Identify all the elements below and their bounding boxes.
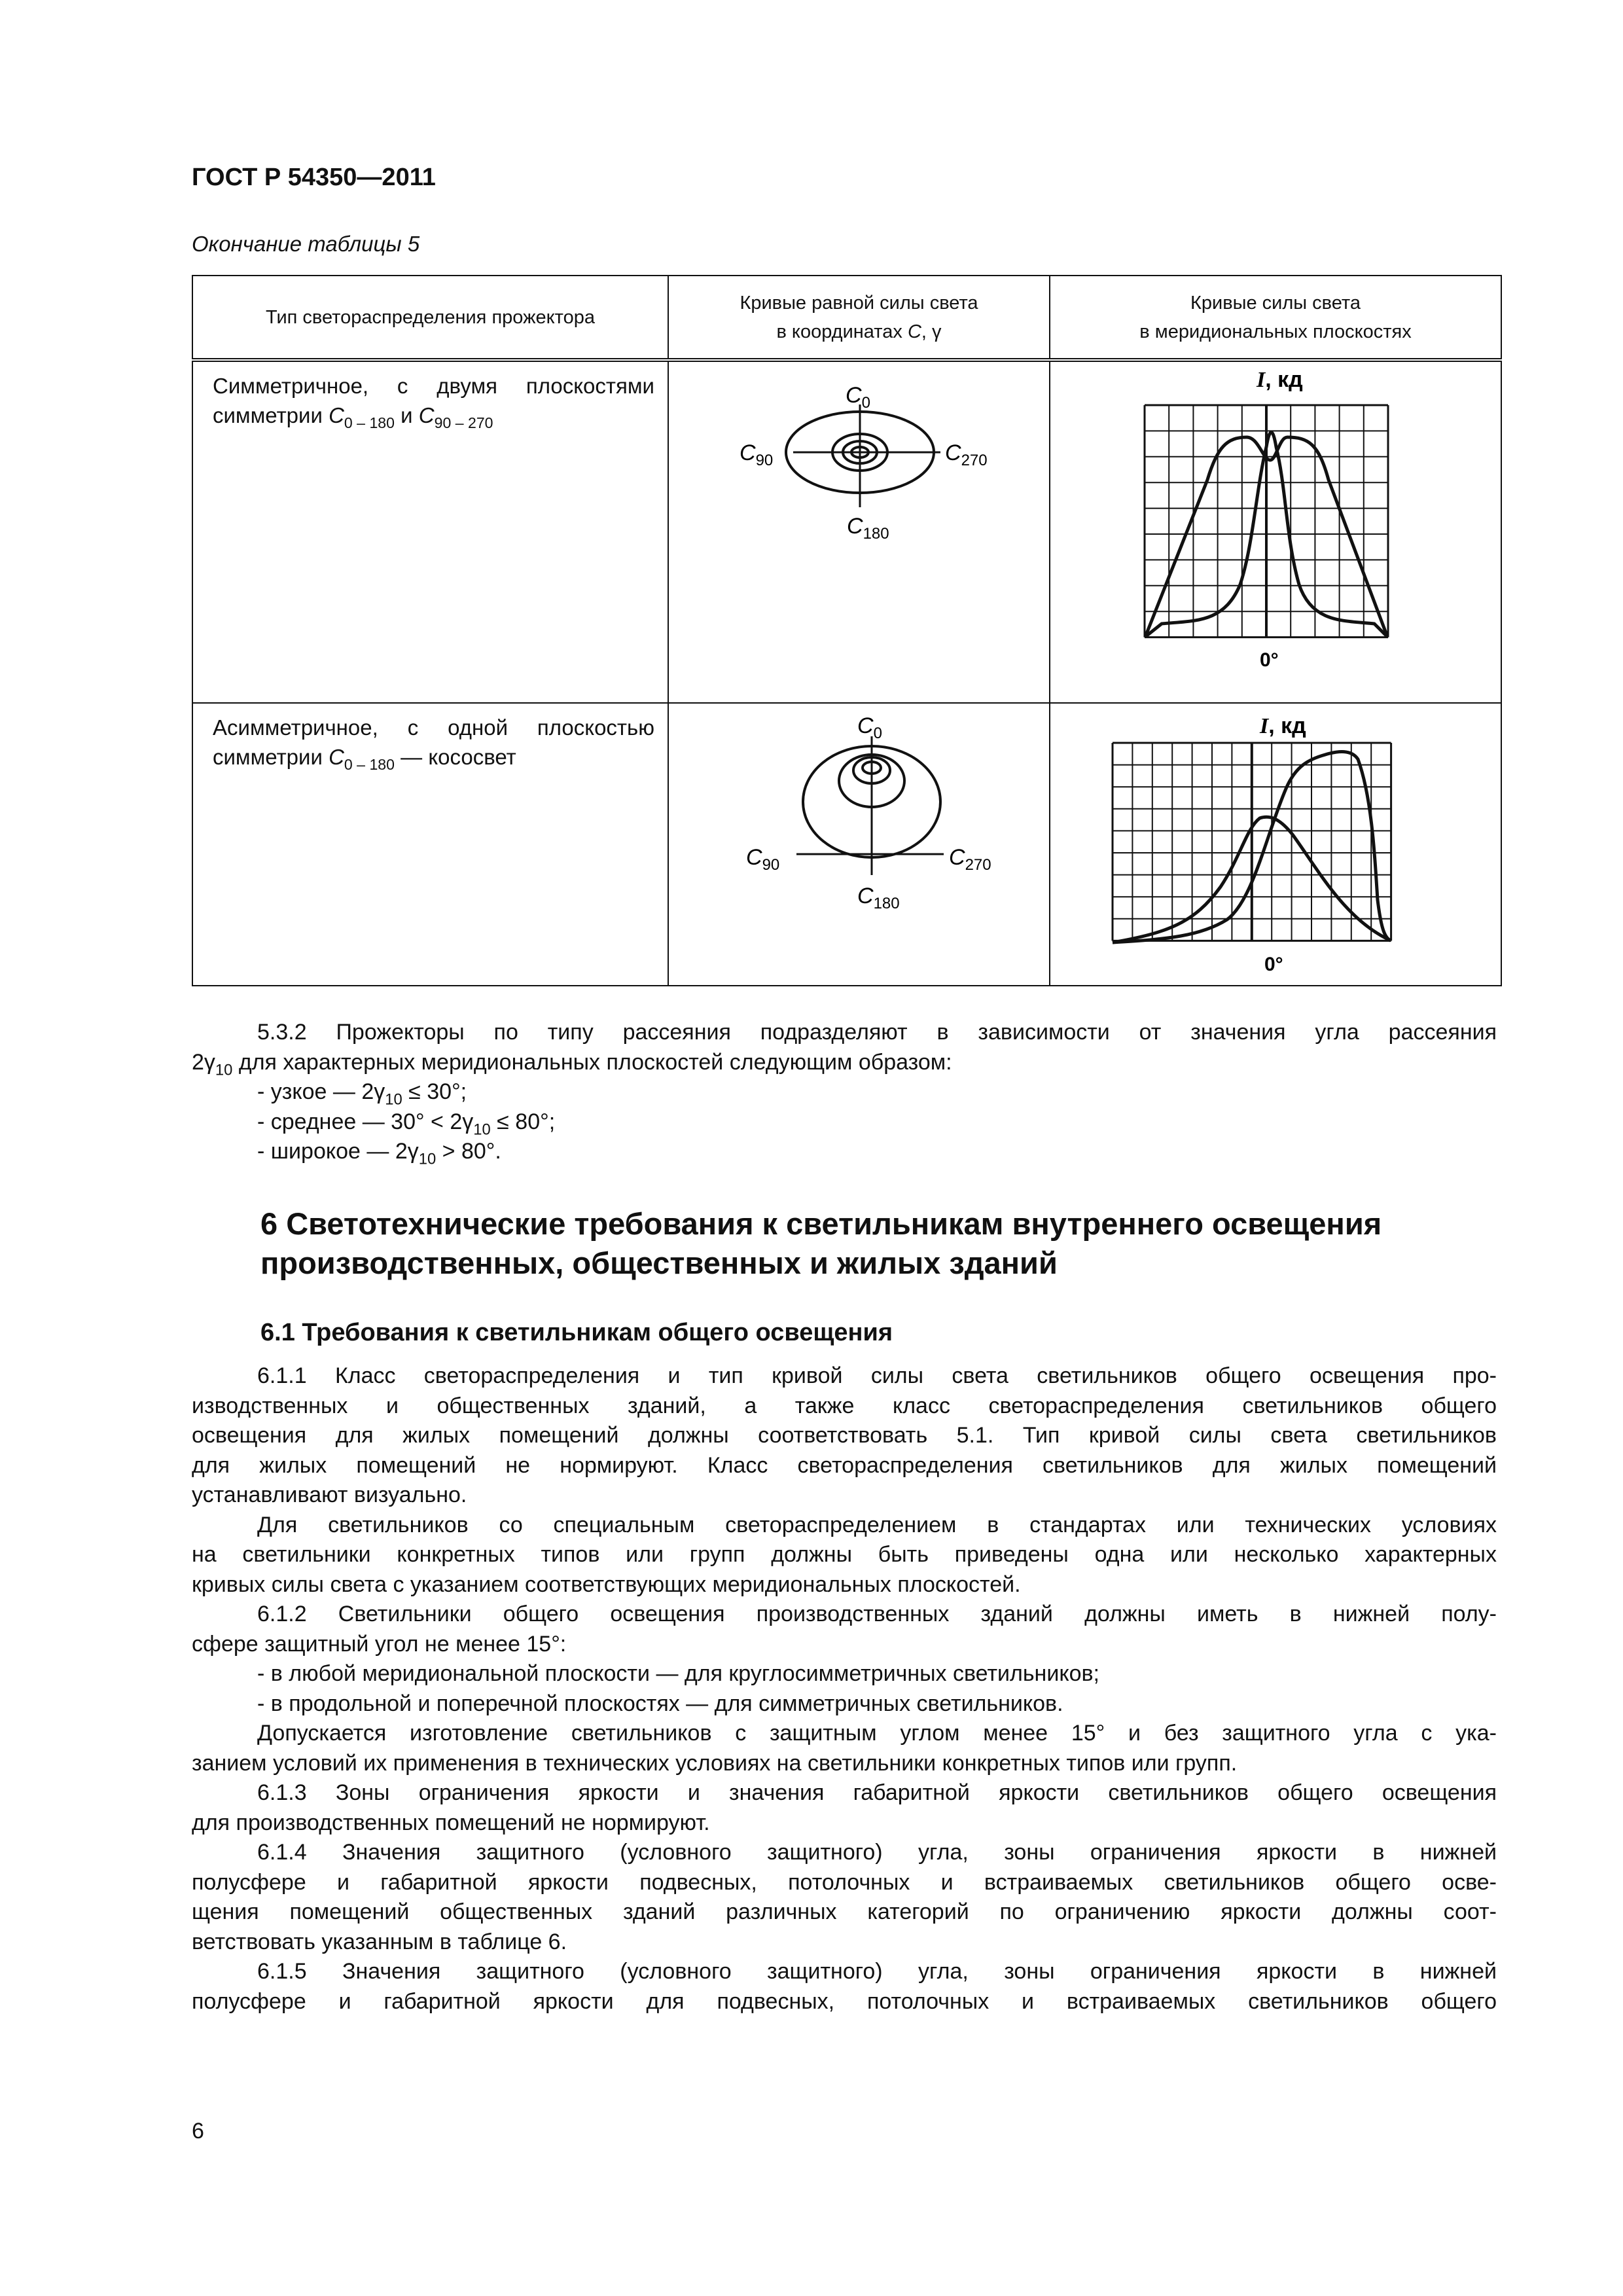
- intensity-curve-asymmetric: [1050, 704, 1502, 985]
- iso2-label-c180: $C_{180}$: [857, 884, 900, 912]
- row1-curve-cell: [1050, 360, 1501, 703]
- paragraph-6-1-5: [192, 1957, 1497, 2017]
- scatter-narrow: - узкое — $2\gamma_{10} \le 30^\circ$;: [257, 1079, 467, 1109]
- text-line: 6.1.1 Класс светораспределения и тип кривой силы света светильников общего освещения про-: [257, 1363, 1497, 1388]
- text-line: 6.1.3 Зоны ограничения яркости и значения габаритной яркости светильников общего освещения: [257, 1780, 1497, 1805]
- row2-type-cell: Асимметричное, с одной плоскостью симметрии $C_{0 - 180}$ — кососвет: [192, 703, 668, 986]
- text-line: щения помещений общественных зданий различных категорий по ограничению яркости должны соот-: [192, 1899, 1497, 1924]
- header-cell-curves: Кривые силы света в меридиональных плоскостях: [1050, 276, 1501, 360]
- text-line: на светильники конкретных типов или групп должны быть приведены одна или несколько характерных: [192, 1542, 1497, 1567]
- paragraph-5-3-2: 5.3.2 Прожекторы по типу рассеяния подразделяют в зависимости от значения угла рассеяния $2\gamma_{10}$ для характерных меридиональных плоскостей следующим образом: - узкое — $2\gamma_{10} \le 30^\circ$; - среднее — $30^\circ < 2\gamma_{10} \le 80^\circ$; - широкое — $2\gamma_{10} > 80^\circ$.: [192, 1020, 1497, 1168]
- iso1-label-c180: $C_{180}$: [847, 514, 889, 543]
- iso2-label-c0: $C_0$: [857, 713, 882, 742]
- text-line: Допускается изготовление светильников с защитным углом менее 15° и без защитного угла с ука-: [257, 1721, 1497, 1746]
- text-line: ветствовать указанным в таблице 6.: [192, 1929, 567, 1954]
- text-line: 6.1.5 Значения защитного (условного защитного) угла, зоны ограничения яркости в нижней: [257, 1959, 1497, 1984]
- text-line: 6.1.2 Светильники общего освещения производственных зданий должны иметь в нижней полу-: [257, 1602, 1497, 1626]
- subsection-6-1-heading: 6.1 Требования к светильникам общего освещения: [260, 1319, 893, 1346]
- section-6-heading: 6 Светотехнические требования к светильникам внутреннего освещения производственных, общественных и жилых зданий: [260, 1206, 1382, 1280]
- text-line: сфере защитный угол не менее 15°:: [192, 1631, 567, 1657]
- paragraph-6-1-3: [192, 1778, 1497, 1838]
- iso1-label-c270: $C_{270}$: [945, 440, 988, 469]
- isolux-diagram-asymmetric: [669, 704, 1050, 985]
- paragraph-6-1-1-b: [192, 1511, 1497, 1600]
- row1-type-cell: Симметричное, с двумя плоскостями симметрии $C_{0 - 180}$ и $C_{90 - 270}$: [192, 360, 668, 703]
- paragraph-6-1-2-items: [192, 1659, 1497, 1719]
- text-line: полусфере и габаритной яркости для подвесных, потолочных и встраиваемых светильников общего: [192, 1988, 1497, 2014]
- row2-curve-cell: [1050, 703, 1501, 986]
- text-line: занием условий их применения в технических условиях на светильники конкретных типов или групп.: [192, 1750, 1238, 1776]
- row1-isolux-cell: [668, 360, 1050, 703]
- text-line: устанавливают визуально.: [192, 1482, 467, 1507]
- section-6-body: [192, 1361, 1497, 2017]
- paragraph-6-1-2-b: [192, 1719, 1497, 1778]
- row2-isolux-cell: [668, 703, 1050, 986]
- table-row-symmetric: [192, 360, 1501, 703]
- intensity-curve-symmetric: [1050, 362, 1502, 702]
- table-row-asymmetric: [192, 703, 1501, 986]
- scatter-wide: - широкое — $2\gamma_{10} > 80^\circ$.: [257, 1139, 501, 1168]
- paragraph-6-1-2: [192, 1600, 1497, 1659]
- standard-header: ГОСТ Р 54350—2011: [192, 164, 436, 191]
- iso1-label-c90: $C_{90}$: [740, 440, 774, 469]
- paragraph-6-1-4: [192, 1838, 1497, 1957]
- header-cell-type: Тип светораспределения прожектора: [192, 276, 668, 360]
- text-line: полусфере и габаритной яркости подвесных, потолочных и встраиваемых светильников общего осве-: [192, 1869, 1497, 1895]
- table-continuation-caption: Окончание таблицы 5: [192, 232, 420, 256]
- curve2-ylabel: I, кд: [1260, 713, 1306, 738]
- iso1-label-c0: $C_0$: [846, 383, 870, 412]
- text-line: изводственных и общественных зданий, а также класс светораспределения светильников общего: [192, 1393, 1497, 1418]
- text-line: освещения для жилых помещений должны соответствовать 5.1. Тип кривой силы света светильников: [192, 1423, 1497, 1448]
- text-line: Для светильников со специальным светораспределением в стандартах или технических условиях: [257, 1512, 1497, 1537]
- curve2-xlabel: 0°: [1264, 954, 1283, 975]
- iso2-label-c270: $C_{270}$: [949, 845, 991, 874]
- table-5: [192, 275, 1501, 978]
- header-cell-isolux: Кривые равной силы света в координатах C, γ: [668, 276, 1050, 360]
- iso2-label-c90: $C_{90}$: [746, 845, 780, 874]
- scatter-medium: - среднее — $30^\circ < 2\gamma_{10} \le 80^\circ$;: [257, 1109, 556, 1138]
- curve1-ylabel: I, кд: [1257, 367, 1303, 392]
- paragraph-6-1-1: [192, 1361, 1497, 1511]
- curve1-xlabel: 0°: [1260, 649, 1279, 671]
- text-line: 6.1.4 Значения защитного (условного защитного) угла, зоны ограничения яркости в нижней: [257, 1840, 1497, 1865]
- page-number: 6: [192, 2119, 204, 2144]
- isolux-diagram-symmetric: [669, 362, 1050, 702]
- text-line: - в любой меридиональной плоскости — для круглосимметричных светильников;: [257, 1661, 1100, 1686]
- text-line: для производственных помещений не нормируют.: [192, 1810, 710, 1835]
- table-header-row: [192, 276, 1501, 360]
- text-line: для жилых помещений не нормируют. Класс светораспределения светильников для жилых помещений: [192, 1452, 1497, 1478]
- text-line: - в продольной и поперечной плоскостях — для симметричных светильников.: [257, 1691, 1063, 1716]
- text-line: кривых силы света с указанием соответствующих меридиональных плоскостей.: [192, 1571, 1021, 1597]
